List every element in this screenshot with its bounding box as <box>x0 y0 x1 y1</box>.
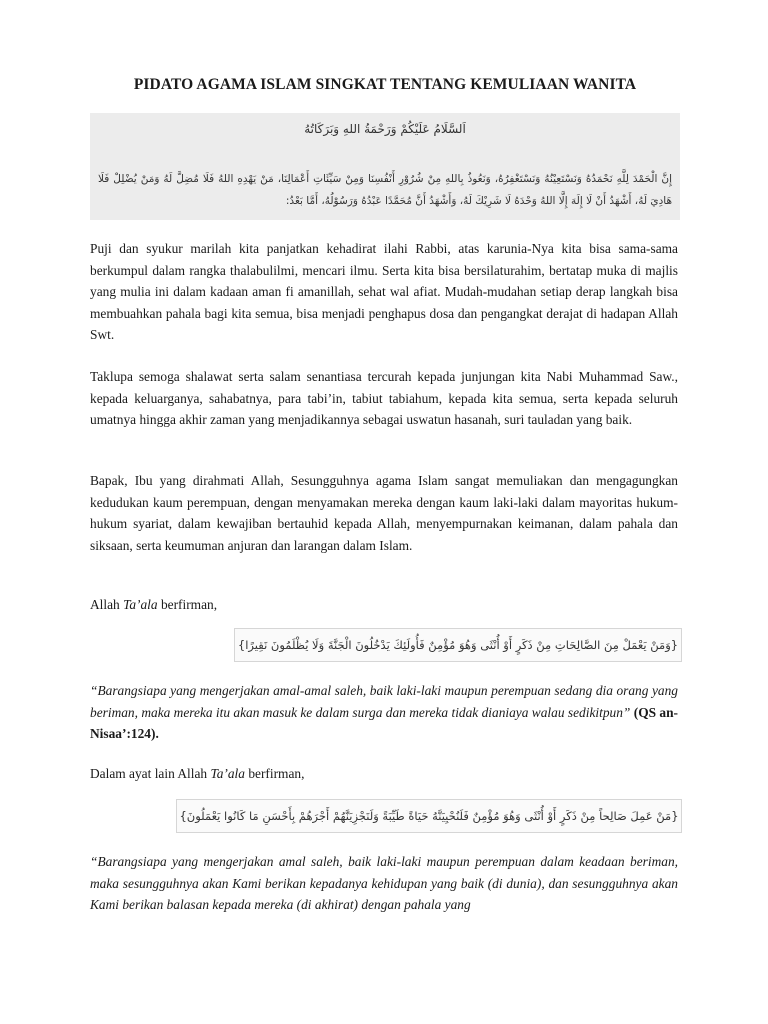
ayah-intro-1-suffix: berfirman, <box>157 597 218 612</box>
arabic-ayah-1: {وَمَنْ يَعْمَلْ مِنَ الصَّالِحَاتِ مِنْ ذَكَرٍ أَوْ أُنْثَى وَهُوَ مُؤْمِنٌ فَأُولَئِكَ يَدْخُلُونَ الْجَنَّةَ وَلَا يُظْلَمُونَ نَقِيرًا} <box>234 628 682 662</box>
paragraph-1: Puji dan syukur marilah kita panjatkan kehadirat ilahi Rabbi, atas karunia-Nya kita bisa sama-sama berkumpul dalam rangka thalabulilmi, mencari ilmu. Serta kita bisa bersilaturahim, bertatap muka di majlis yang mulia ini dalam kadaan aman fi amanillah, sehat wal afiat. Mudah-mudahan setiap derap langkah bisa membuahkan pahala bagi kita semua, bisa menjadi penghapus dosa dan pengangkat derajat di hadapan Allah Swt. <box>90 241 678 342</box>
ayah-intro-2 <box>90 763 678 785</box>
paragraph-2: Taklupa semoga shalawat serta salam senantiasa tercurah kepada junjungan kita Nabi Muhammad Saw., kepada keluarganya, sahabatnya, para tabi’in, tabiut tabiahum, kepada kita semua, serta kepada seluruh umatnya hingga akhir zaman yang menjadikannya sebagai uswatun hasanah, suri tauladan yang baik. <box>90 369 678 427</box>
arabic-ayah-2: {مَنْ عَمِلَ صَالِحاً مِنْ ذَكَرٍ أَوْ أُنْثَى وَهُوَ مُؤْمِنٌ فَلَنُحْيِيَنَّهُ حَيَاةً طَيِّبَةً وَلَنَجْزِيَنَّهُمْ أَجْرَهُمْ بِأَحْسَنِ مَا كَانُوا يَعْمَلُونَ} <box>176 799 682 833</box>
ayah-intro-2-emph: Ta’ala <box>210 766 245 781</box>
arabic-opening-box <box>90 113 680 220</box>
ayah-intro-1 <box>90 594 678 616</box>
arabic-salam: اَلسَّلَامُ عَلَيْكُمْ وَرَحْمَةُ اللهِ وَبَرَكَاتُهُ <box>304 122 466 136</box>
paragraph-3: Bapak, Ibu yang dirahmati Allah, Sesungguhnya agama Islam sangat memuliakan dan mengagungkan kedudukan kaum perempuan, dengan menyamakan mereka dengan kaum laki-laki dalam mayoritas hukum-hukum syariat, dalam kewajiban bertauhid kepada Allah, menyempurnakan keimanan, dalam pahala dan siksaan, serta keumuman anjuran dan larangan dalam Islam. <box>90 473 678 553</box>
ayah-intro-2-prefix: Dalam ayat lain Allah <box>90 766 211 781</box>
ayah-intro-2-suffix: berfirman, <box>244 766 305 781</box>
ayah-intro-1-emph: Ta’ala <box>123 597 158 612</box>
page-title: PIDATO AGAMA ISLAM SINGKAT TENTANG KEMULIAAN WANITA <box>133 76 637 93</box>
quote-2-text: “Barangsiapa yang mengerjakan amal saleh, baik laki-laki maupun perempuan dalam keadaan beriman, maka sesungguhnya akan Kami berikan kepadanya kehidupan yang baik (di dunia), dan sesungguhnya akan Kami berikan balasan kepada mereka (di akhirat) dengan pahala yang <box>90 854 678 912</box>
arabic-khutbah: إِنَّ الْحَمْدَ لِلَّهِ نَحْمَدُهُ وَنَسْتَعِيْنُهُ وَنَسْتَغْفِرُهُ، وَنَعُوذُ بِاللهِ مِنْ شُرُوْرِ أَنْفُسِنَا وَمِنْ سَيِّئَاتِ أَعْمَالِنَا، مَنْ يَهْدِهِ اللهُ فَلَا مُضِلَّ لَهُ وَمَنْ يُضْلِلْ فَلَا هَادِيَ لَهُ، أَشْهَدُ أَنْ لَا إِلَهَ إِلَّا اللهُ وَحْدَهُ لَا شَرِيْكَ لَهُ، وَأَشْهَدُ أَنَّ مُحَمَّدًا عَبْدُهُ وَرَسُوْلُهُ، أَمَّا بَعْدُ: <box>98 173 672 207</box>
quote-translation-2 <box>90 851 678 916</box>
quote-1-text: “Barangsiapa yang mengerjakan amal-amal saleh, baik laki-laki maupun perempuan sedang dia orang yang beriman, maka mereka itu akan masuk ke dalam surga dan mereka tidak dianiaya walau sedikitpun” <box>90 683 678 720</box>
ayah-intro-1-prefix: Allah <box>90 597 124 612</box>
quote-1-reference: (QS an-Nisaa’:124). <box>90 704 679 741</box>
quote-translation-1 <box>90 680 678 745</box>
